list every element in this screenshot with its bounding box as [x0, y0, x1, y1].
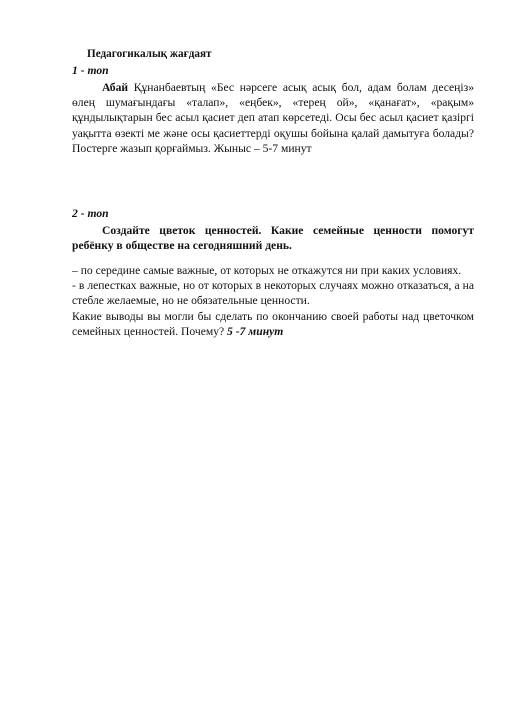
group-2-instructions	[72, 263, 474, 339]
group-1-label: 1 - топ	[72, 64, 109, 77]
group-2-task: Создайте цветок ценностей. Какие семейные ценности помогут ребёнку в обществе на сегодняшний день.	[72, 224, 474, 253]
group-1-paragraph	[72, 80, 474, 156]
instruction-conclusion	[72, 309, 474, 339]
group-2-label: 2 - топ	[72, 207, 109, 220]
instruction-middle: – по середине самые важные, от которых не откажутся ни при каких условиях.	[72, 264, 462, 277]
instruction-petals: - в лепестках важные, но от которых в некоторых случаях можно отказаться, а на стебле желаемые, но не обязательные ценности.	[72, 279, 474, 308]
group-2-time: 5 -7 минут	[227, 324, 284, 338]
document-title: Педагогикалық жағдаят	[87, 48, 212, 60]
conclusion-question: Какие выводы вы могли бы сделать по окончанию своей работы над цветочком семейных ценностей. Почему?	[72, 309, 474, 338]
group-1-text: Құнанбаевтың «Бес нәрсеге асық асық бол, адам болам десеңіз» өлең шумағындағы «талап», «еңбек», «терең ой», «қанағат», «рақым» құндылықтарын бес асыл қасиет деп атап көрсетеді. Осы бес асыл қасиет қазіргі уақытта өзекті ме және осы қасиеттерді оқушы бойына қалай дамытуға болады? Постерге жазып қорғаймыз. Жыныс – 5-7 минут	[72, 81, 474, 155]
group-1-author: Абай	[102, 81, 129, 94]
